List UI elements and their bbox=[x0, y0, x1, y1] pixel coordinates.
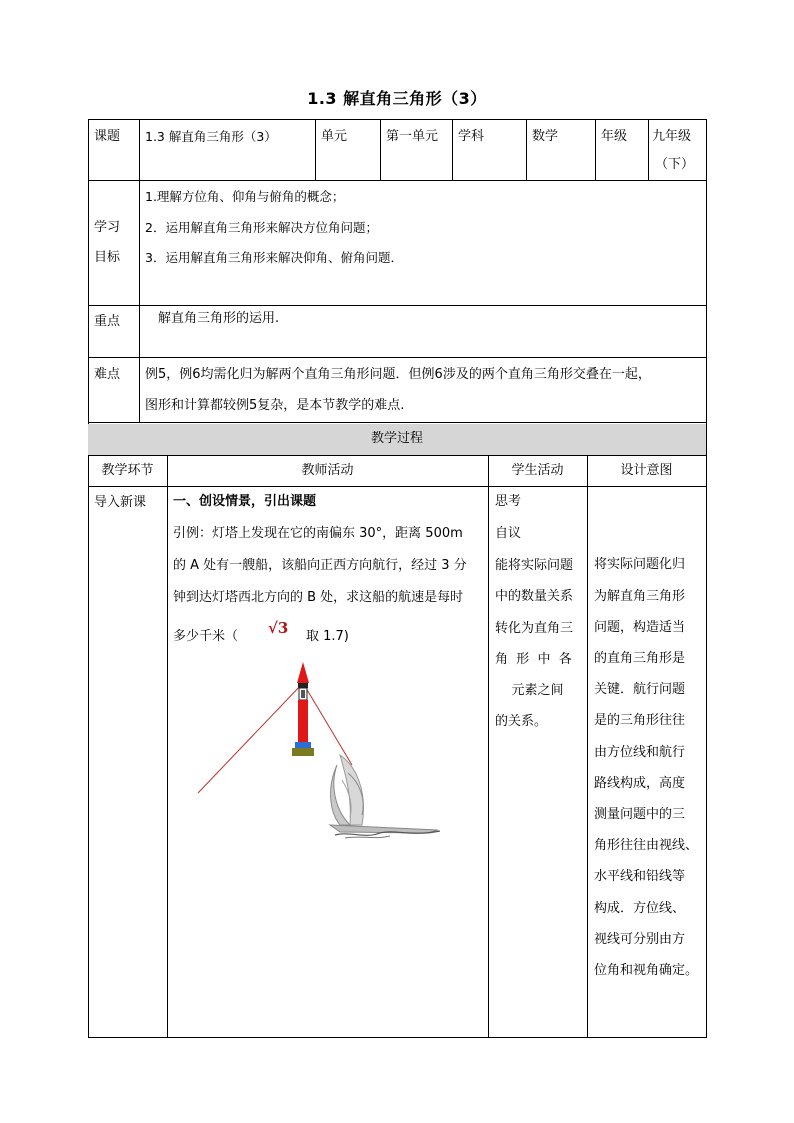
design-line: 构成．方位线、 bbox=[594, 901, 686, 916]
design-line: 为解直角三角形 bbox=[594, 589, 686, 604]
header-student: 学生活动 bbox=[511, 463, 564, 478]
difficulty-label: 难点 bbox=[94, 367, 121, 382]
design-line: 角形往往由视线、 bbox=[594, 838, 699, 853]
design-line: 将实际问题化归 bbox=[594, 557, 686, 572]
course-label: 课题 bbox=[94, 129, 121, 144]
student-line: 中的数量关系 bbox=[495, 589, 574, 604]
grade-value-line1: 九年级 bbox=[652, 129, 692, 144]
design-line: 是的三角形往往 bbox=[594, 713, 686, 728]
design-line: 测量问题中的三 bbox=[594, 807, 686, 822]
page-title: 1.3 解直角三角形（3） bbox=[307, 89, 487, 108]
sqrt3-symbol: √3 bbox=[268, 619, 289, 637]
sight-line-b bbox=[198, 683, 303, 793]
teacher-line-prefix: 多少千米（ bbox=[173, 629, 239, 644]
teacher-line-suffix: 取 1.7) bbox=[306, 629, 349, 644]
design-line: 水平线和铅线等 bbox=[594, 869, 686, 884]
process-band-title: 教学过程 bbox=[370, 431, 423, 446]
objective-item: 2．运用解直角三角形来解决方位角问题； bbox=[145, 220, 378, 235]
course-value: 1.3 解直角三角形（3） bbox=[145, 129, 277, 144]
key-point-label: 重点 bbox=[94, 314, 121, 329]
student-line: 转化为直角三 bbox=[495, 621, 574, 636]
student-line: 思考 bbox=[495, 494, 522, 509]
objectives-label-1: 学习 bbox=[94, 220, 121, 235]
subject-label: 学科 bbox=[458, 129, 485, 144]
student-line: 角 形 中 各 bbox=[495, 652, 572, 667]
unit-value: 第一单元 bbox=[386, 129, 439, 144]
sailboat-icon bbox=[330, 755, 440, 838]
objectives-label-2: 目标 bbox=[94, 250, 121, 265]
grade-value-line2: （下） bbox=[655, 157, 695, 172]
header-design: 设计意图 bbox=[620, 463, 673, 478]
unit-label: 单元 bbox=[321, 129, 348, 144]
lighthouse-diagram bbox=[190, 655, 450, 840]
design-line: 的直角三角形是 bbox=[594, 651, 686, 666]
teacher-line: 钟到达灯塔西北方向的 B 处，求这船的航速是每时 bbox=[173, 590, 464, 605]
student-line: 自议 bbox=[495, 526, 522, 541]
subject-value: 数学 bbox=[532, 129, 559, 144]
design-line: 由方位线和航行 bbox=[594, 745, 686, 760]
student-line: 的关系。 bbox=[495, 714, 548, 729]
teacher-heading: 一、创设情景，引出课题 bbox=[173, 494, 317, 509]
difficulty-line: 例5，例6均需化归为解两个直角三角形问题．但例6涉及的两个直角三角形交叠在一起， bbox=[145, 367, 651, 382]
lighthouse-icon bbox=[292, 662, 314, 756]
grade-label: 年级 bbox=[601, 129, 628, 144]
design-line: 关键．航行问题 bbox=[594, 682, 686, 697]
key-point-text: 解直角三角形的运用. bbox=[158, 311, 280, 326]
header-stage: 教学环节 bbox=[101, 463, 154, 478]
design-line: 路线构成，高度 bbox=[594, 776, 686, 791]
objective-item: 3．运用解直角三角形来解决仰角、俯角问题． bbox=[145, 250, 403, 265]
difficulty-line: 图形和计算都较例5复杂，是本节教学的难点. bbox=[145, 398, 405, 413]
design-line: 位角和视角确定。 bbox=[594, 963, 699, 978]
design-line: 问题，构造适当 bbox=[594, 620, 686, 635]
objective-item: 1.理解方位角、仰角与俯角的概念； bbox=[145, 189, 345, 204]
teacher-line: 的 A 处有一艘船，该船向正西方向航行，经过 3 分 bbox=[173, 558, 467, 573]
student-line: 能将实际问题 bbox=[495, 558, 574, 573]
design-line: 视线可分别由方 bbox=[594, 932, 686, 947]
header-teacher: 教师活动 bbox=[301, 463, 354, 478]
stage-label: 导入新课 bbox=[94, 495, 147, 510]
student-line: 元素之间 bbox=[495, 683, 564, 698]
teacher-line: 引例：灯塔上发现在它的南偏东 30°，距离 500m bbox=[173, 526, 463, 541]
